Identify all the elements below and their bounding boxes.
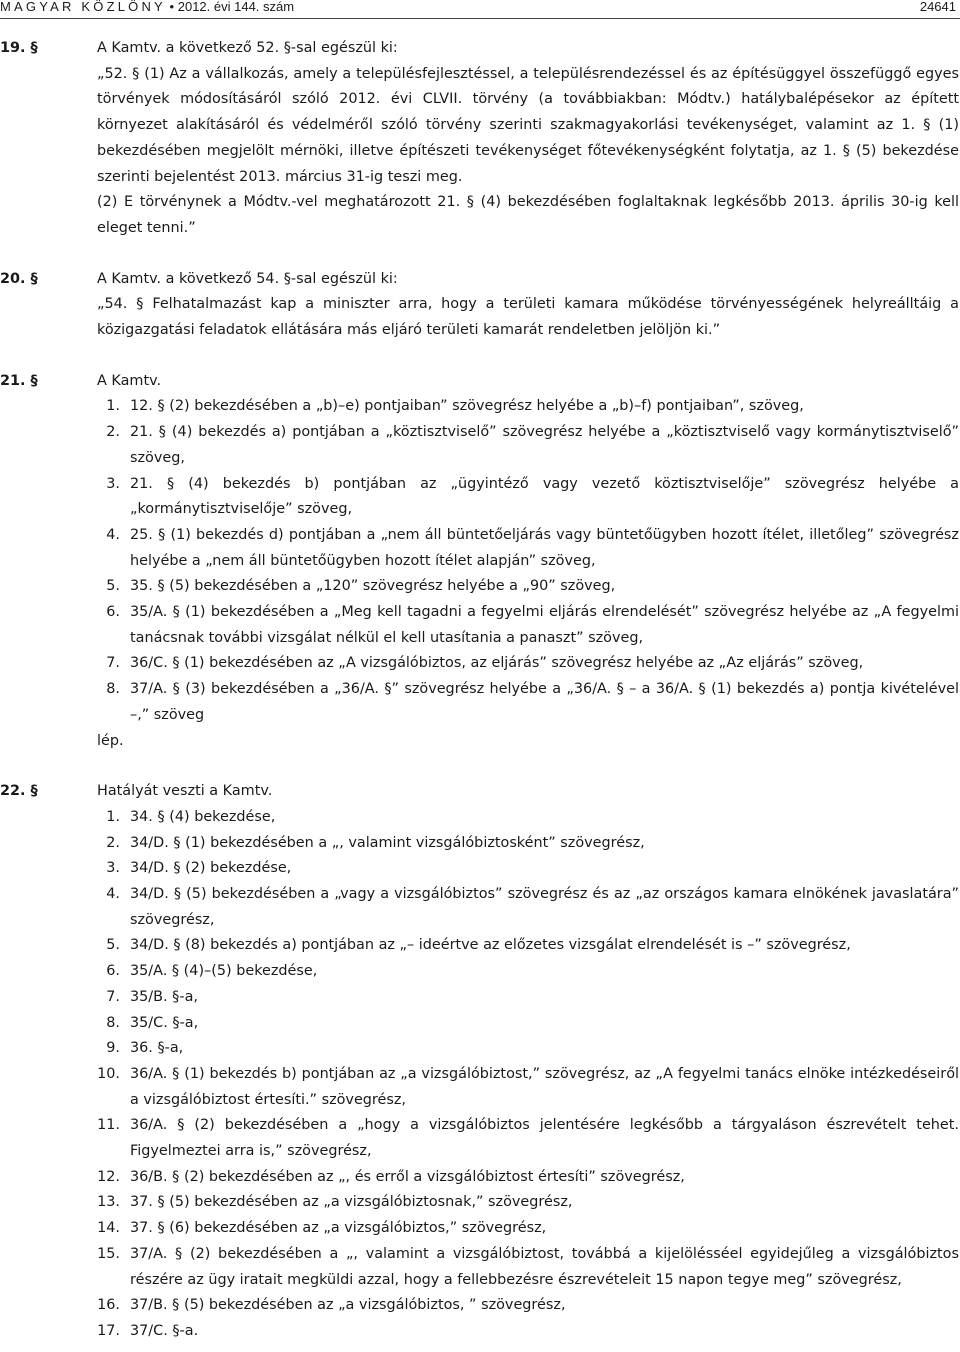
- list-item: [97, 1190, 959, 1216]
- list-item: [97, 1319, 959, 1345]
- list-item-number: 13.: [97, 1194, 120, 1211]
- list-item: [106, 985, 959, 1011]
- list-item-text: 37. § (6) bekezdésében az „a vizsgálóbiztos,” szövegrész,: [130, 1220, 547, 1237]
- list-item-text: 35/B. §-a,: [130, 988, 198, 1005]
- list-item: [97, 1062, 959, 1113]
- list-item-number: 16.: [97, 1297, 120, 1314]
- list-item: [97, 1216, 959, 1242]
- section: [0, 369, 960, 755]
- list-item: [106, 1011, 959, 1037]
- list-item-text: 12. § (2) bekezdésében a „b)–e) pontjaiban” szövegrész helyébe a „b)–f) pontjaiban”, szöveg,: [130, 398, 804, 415]
- list-item-number: 1.: [106, 398, 120, 415]
- list-item: [106, 420, 959, 471]
- list-item-number: 8.: [106, 681, 120, 698]
- list-item-text: 35/A. § (1) bekezdésében a „Meg kell tagadni a fegyelmi eljárás elrendelését” szövegrész helyébe az „A fegyelmi tanácsnak további vizsgálat nélkül el kell utasítania a panaszt” szöveg,: [130, 604, 959, 646]
- list-item-number: 17.: [97, 1322, 120, 1339]
- list-item-text: 35/C. §-a,: [130, 1014, 199, 1031]
- section: [0, 267, 960, 344]
- list-item-text: 37/C. §-a.: [130, 1322, 199, 1339]
- list-item-text: 34/D. § (1) bekezdésében a „, valamint vizsgálóbiztosként” szövegrész,: [130, 834, 645, 851]
- list-item-number: 1.: [106, 808, 120, 825]
- section-title: A Kamtv. a következő 52. §-sal egészül ki:: [97, 40, 398, 56]
- page-number: 24641: [919, 0, 956, 14]
- list-item-text: 35. § (5) bekezdésében a „120” szövegrész helyébe a „90” szöveg,: [130, 578, 616, 595]
- section-paragraph: „52. § (1) Az a vállalkozás, amely a településfejlesztéssel, a településrendezéssel és az építésüggyel összefüggő egyes törvények módosításáról szóló 2012. évi CLVII. törvény (a továbbiakban: Módtv.) hatálybalépésekor az épített környezet alakításáról és védelméről szóló törvény szerinti szakmagyakorlási tevékenységet, valamint az 1. § (1) bekezdésében megjelölt mérnöki, illetve építészeti tevékenységet főtevékenységként folytatja, az 1. § (5) bekezdése szerinti bejelentést 2013. március 31-ig teszi meg.: [97, 65, 959, 185]
- list-item: [106, 600, 959, 651]
- list-item-text: 37/A. § (3) bekezdésében a „36/A. §” szövegrész helyébe a „36/A. § – a 36/A. § (1) bekezdés a) pontja kivételével –,” szöveg: [130, 681, 959, 723]
- page-header: [0, 0, 960, 14]
- list-item: [106, 882, 959, 933]
- list-item-number: 9.: [106, 1040, 120, 1057]
- list-item-text: 34/D. § (8) bekezdés a) pontjában az „– ideértve az előzetes vizsgálat elrendelését is –” szövegrész,: [130, 937, 851, 954]
- list-item-text: 34/D. § (2) bekezdése,: [130, 860, 292, 877]
- section-number: 22. §: [0, 783, 38, 800]
- list-item-text: 21. § (4) bekezdés a) pontjában a „köztisztviselő” szövegrész helyébe a „köztisztviselő vagy kormánytisztviselő” szöveg,: [130, 424, 959, 466]
- section-heading: [0, 36, 960, 62]
- section-number: 21. §: [0, 372, 38, 389]
- section: [0, 36, 960, 242]
- list-item-text: 36. §-a,: [130, 1040, 184, 1057]
- list-item-number: 2.: [106, 834, 120, 851]
- list-item: [106, 831, 959, 857]
- list-item: [106, 805, 959, 831]
- section-title: A Kamtv. a következő 54. §-sal egészül ki:: [97, 270, 398, 287]
- list-item: [106, 523, 959, 574]
- list-item-number: 15.: [97, 1245, 120, 1262]
- list-item-number: 7.: [106, 655, 120, 672]
- list-item-text: 34. § (4) bekezdése,: [130, 808, 276, 825]
- list-item: [97, 1165, 959, 1191]
- list-item-number: 14.: [97, 1220, 120, 1237]
- list-item-text: 36/A. § (1) bekezdés b) pontjában az „a vizsgálóbiztost,” szövegrész, az „A fegyelmi tanács elnöke intézkedéseiről a vizsgálóbiztost értesíti.” szövegrész,: [130, 1065, 959, 1108]
- list-item-number: 6.: [106, 604, 120, 621]
- list-item-number: 6.: [106, 963, 120, 980]
- list-item-text: 34/D. § (5) bekezdésében a „vagy a vizsgálóbiztos” szövegrész és az „az országos kamara elnökének javaslatára” szövegrész,: [130, 886, 959, 928]
- list-item-text: 36/C. § (1) bekezdésében az „A vizsgálóbiztos, az eljárás” szövegrész helyébe az „Az eljárás” szöveg,: [130, 655, 864, 672]
- section-number: 20. §: [0, 270, 38, 287]
- section-heading: [0, 267, 960, 293]
- issue-label: 2012. évi 144. szám: [177, 0, 295, 14]
- section-heading: [0, 369, 960, 395]
- section-paragraph: „54. § Felhatalmazást kap a miniszter arra, hogy a területi kamara működése törvényességének helyreálltáig a közigazgatási feladatok ellátására más eljáró területi kamarát rendeletben jelöljön ki.”: [97, 296, 959, 338]
- list-item-number: 5.: [106, 937, 120, 954]
- list-item: [97, 1113, 959, 1164]
- list-item: [106, 959, 959, 985]
- list-item-text: 37/A. § (2) bekezdésében a „, valamint a vizsgálóbiztost, továbbá a kijelölésséel egyidejűleg a vizsgálóbiztos részére az ügy iratait megküldi azzal, hogy a fellebbezésre észrevételeit 15 napon tegye meg” szövegrész,: [130, 1245, 959, 1288]
- list-item-number: 8.: [106, 1014, 120, 1031]
- list-item: [106, 472, 959, 523]
- section-number: 19. §: [0, 40, 38, 56]
- list-item: [106, 856, 959, 882]
- list-item-number: 4.: [106, 526, 120, 543]
- list-item: [106, 933, 959, 959]
- journal-name: MAGYAR KÖZLÖNY: [0, 0, 166, 14]
- header-bullet: •: [169, 0, 175, 14]
- section-heading: [0, 779, 960, 805]
- list-item-number: 10.: [97, 1065, 120, 1082]
- list-item: [106, 394, 959, 420]
- list-item-number: 4.: [106, 886, 120, 903]
- list-item-text: 35/A. § (4)–(5) bekezdése,: [130, 963, 318, 980]
- header-left: [0, 0, 294, 14]
- list-item: [97, 1242, 959, 1293]
- list-item: [106, 1036, 959, 1062]
- list-item-text: 25. § (1) bekezdés d) pontjában a „nem áll büntetőeljárás vagy büntetőügyben hozott ítélet, illetőleg” szövegrész helyébe a „nem áll büntetőügyben hozott ítélet alapján” szöveg,: [130, 526, 959, 569]
- list-item-text: 36/A. § (2) bekezdésében a „hogy a vizsgálóbiztos jelentésére legkésőbb a tárgyaláson észrevételt tehet. Figyelmeztei arra is,” szövegrész,: [130, 1117, 959, 1160]
- section-title: Hatályát veszti a Kamtv.: [97, 783, 273, 800]
- list-item: [106, 574, 959, 600]
- list-item-number: 12.: [97, 1168, 120, 1185]
- list-item-number: 3.: [106, 860, 120, 877]
- list-item-number: 5.: [106, 578, 120, 595]
- list-item: [106, 651, 959, 677]
- list-item-text: 37/B. § (5) bekezdésében az „a vizsgálóbiztos, ” szövegrész,: [130, 1297, 566, 1314]
- section-title: A Kamtv.: [97, 372, 162, 389]
- section-paragraph: (2) E törvénynek a Módtv.-vel meghatározott 21. § (4) bekezdésében foglaltaknak legkésőbb 2013. április 30-ig kell eleget tenni.”: [97, 194, 959, 236]
- list-item-text: 36/B. § (2) bekezdésében az „, és erről a vizsgálóbiztost értesíti” szövegrész,: [130, 1168, 685, 1185]
- section-closing: lép.: [97, 732, 124, 749]
- list-item-number: 7.: [106, 988, 120, 1005]
- document-body: [0, 36, 960, 1345]
- list-item-number: 2.: [106, 424, 120, 441]
- list-item: [97, 1293, 959, 1319]
- list-item-number: 11.: [97, 1117, 120, 1134]
- list-item-text: 21. § (4) bekezdés b) pontjában az „ügyintéző vagy vezető köztisztviselője” szövegrész helyébe a „kormánytisztviselője” szöveg,: [130, 475, 959, 518]
- list-item-text: 37. § (5) bekezdésében az „a vizsgálóbiztosnak,” szövegrész,: [130, 1194, 573, 1211]
- section: [0, 779, 960, 1344]
- header-rule: [0, 18, 960, 19]
- list-item: [106, 677, 959, 728]
- list-item-number: 3.: [106, 475, 120, 492]
